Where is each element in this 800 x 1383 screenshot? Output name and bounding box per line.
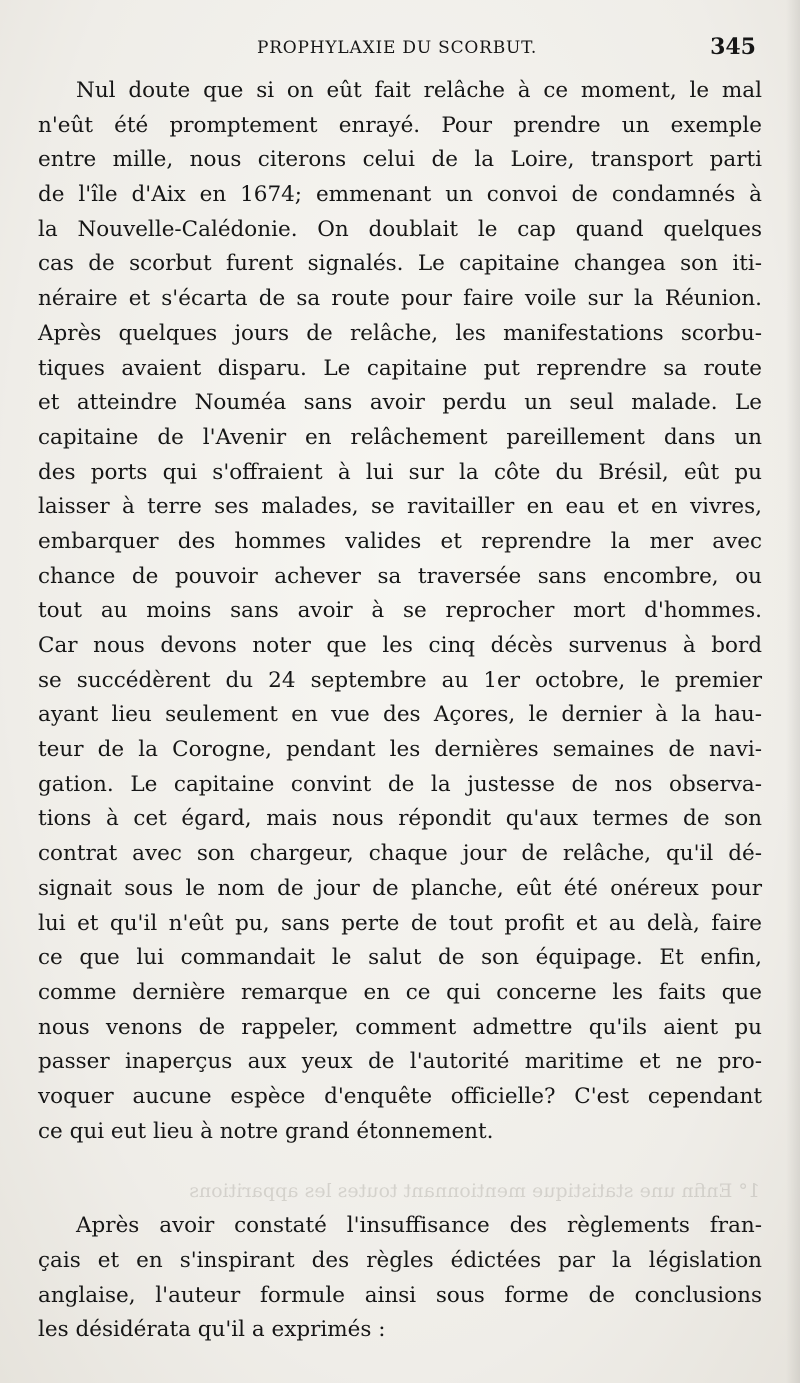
text-line: teur de la Corogne, pendant les dernières semaines de navi- bbox=[38, 737, 762, 763]
text-line: se succédèrent du 24 septembre au 1er octobre, le premier bbox=[38, 667, 762, 693]
text-line: et atteindre Nouméa sans avoir perdu un seul malade. Le bbox=[38, 390, 762, 416]
paragraph-1 bbox=[38, 74, 762, 1149]
text-line: contrat avec son chargeur, chaque jour de relâche, qu'il dé- bbox=[38, 841, 762, 867]
text-line: anglaise, l'auteur formule ainsi sous forme de conclusions bbox=[38, 1282, 762, 1308]
text-line: la Nouvelle-Calédonie. On doublait le cap quand quelques bbox=[38, 216, 762, 242]
text-line: tout au moins sans avoir à se reprocher mort d'hommes. bbox=[38, 598, 762, 624]
text-line: chance de pouvoir achever sa traversée sans encombre, ou bbox=[38, 563, 762, 589]
text-line: tions à cet égard, mais nous répondit qu'aux termes de son bbox=[38, 806, 762, 832]
text-line: Car nous devons noter que les cinq décès survenus à bord bbox=[38, 633, 762, 658]
running-title: PROPHYLAXIE DU SCORBUT. bbox=[256, 38, 538, 58]
text-line: gation. Le capitaine convint de la justesse de nos observa- bbox=[38, 771, 762, 797]
text-line: capitaine de l'Avenir en relâchement pareillement dans un bbox=[38, 424, 762, 450]
text-line: passer inaperçus aux yeux de l'autorité maritime et ne pro- bbox=[38, 1049, 762, 1075]
paragraph-2 bbox=[38, 1209, 762, 1348]
text-line: néraire et s'écarta de sa route pour faire voile sur la Réunion. bbox=[38, 286, 762, 312]
text-line: çais et en s'inspirant des règles édictées par la législation bbox=[38, 1248, 762, 1273]
text-line: ce que lui commandait le salut de son équipage. Et enfin, bbox=[38, 945, 762, 971]
text-line: laisser à terre ses malades, se ravitailler en eau et en vivres, bbox=[38, 494, 762, 520]
scan-edge-shadow bbox=[786, 0, 800, 1383]
text-line: comme dernière remarque en ce qui concerne les faits que bbox=[38, 979, 762, 1005]
text-line: entre mille, nous citerons celui de la Loire, transport parti bbox=[38, 147, 762, 173]
text-line: tiques avaient disparu. Le capitaine put reprendre sa route bbox=[38, 355, 762, 381]
text-line: des ports qui s'offraient à lui sur la côte du Brésil, eût pu bbox=[38, 459, 762, 485]
text-line: n'eût été promptement enrayé. Pour prendre un exemple bbox=[38, 112, 762, 138]
text-line: cas de scorbut furent signalés. Le capitaine changea son iti- bbox=[38, 251, 762, 277]
text-line: voquer aucune espèce d'enquête officielle? C'est cependant bbox=[38, 1083, 762, 1109]
text-line: ce qui eut lieu à notre grand étonnement. bbox=[38, 1118, 494, 1144]
running-head bbox=[38, 34, 756, 64]
page-number: 345 bbox=[710, 34, 756, 60]
text-line: les désidérata qu'il a exprimés : bbox=[38, 1317, 386, 1343]
text-line: de l'île d'Aix en 1674; emmenant un convoi de condamnés à bbox=[38, 182, 762, 208]
text-line: Nul doute que si on eût fait relâche à ce moment, le mal bbox=[76, 78, 762, 103]
text-line: ayant lieu seulement en vue des Açores, le dernier à la hau- bbox=[38, 702, 762, 728]
text-line: Après quelques jours de relâche, les manifestations scorbu- bbox=[38, 320, 762, 346]
text-line: embarquer des hommes valides et reprendre la mer avec bbox=[38, 528, 762, 554]
text-line: lui et qu'il n'eût pu, sans perte de tout profit et au delà, faire bbox=[38, 910, 762, 936]
body-text bbox=[38, 74, 762, 1348]
text-line: Après avoir constaté l'insuffisance des règlements fran- bbox=[76, 1213, 762, 1239]
text-line: nous venons de rappeler, comment admettre qu'ils aient pu bbox=[38, 1014, 762, 1040]
show-through-text: 1° Enfin une statistique mentionnant toutes les apparitions bbox=[189, 1180, 760, 1202]
text-line: signait sous le nom de jour de planche, eût été onéreux pour bbox=[38, 875, 762, 901]
